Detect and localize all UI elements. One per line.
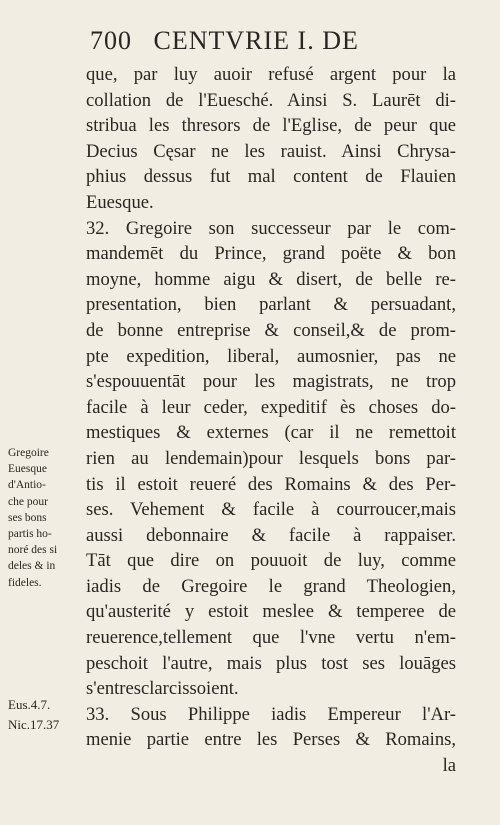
text-line: de bonne entreprise & conseil,& de prom- (86, 319, 456, 341)
text-line: aussi debonnaire & facile à rappaiser. (86, 524, 456, 546)
margin-note-line: partis ho- (8, 527, 52, 540)
text-line: menie partie entre les Perses & Romains, (86, 729, 456, 751)
margin-note-line: d'Antio- (8, 479, 46, 492)
margin-note (8, 445, 84, 591)
text-line: tis il estoit reueré des Romains & des Per- (86, 473, 456, 495)
margin-note-line: che pour (8, 495, 48, 508)
text-line: ses. Vehement & facile à courroucer,mais (86, 499, 456, 521)
text-line: Euesque. (86, 191, 154, 213)
text-line: pte expedition, liberal, aumosnier, pas ne (86, 345, 456, 367)
running-header (90, 26, 450, 56)
margin-note-line: Euesque (8, 463, 47, 476)
text-line: phius dessus fut mal content de Flauien (86, 166, 456, 188)
page-number: 700 (90, 26, 132, 55)
catchword: la (442, 755, 456, 777)
margin-note-line: fideles. (8, 576, 42, 589)
margin-reference-line: Eus.4.7. (8, 697, 51, 712)
text-line: iadis de Gregoire le grand Theologien, (86, 575, 456, 597)
margin-reference-line: Nic.17.37 (8, 717, 60, 732)
text-line: que, par luy auoir refusé argent pour la (86, 64, 456, 85)
text-line: mandemēt du Prince, grand poëte & bon (86, 243, 456, 265)
margin-note-line: ses bons (8, 511, 47, 524)
text-line: moyne, homme aigu & disert, de belle re- (86, 268, 456, 290)
text-line: facile à leur ceder, expeditif ès choses do- (86, 396, 456, 418)
text-line: qu'austerité y estoit meslee & temperee de (86, 601, 456, 623)
text-line: Tāt que dire on pouuoit de luy, comme (86, 550, 456, 572)
text-line: s'espouuentāt pour les magistrats, ne trop (86, 371, 456, 393)
text-block (86, 62, 456, 779)
text-line: s'entresclarcissoient. (86, 678, 239, 700)
text-line: mestiques & externes (car il ne remettoit (86, 422, 456, 444)
text-line: reuerence,tellement que l'vne vertu n'em- (86, 627, 456, 649)
text-line: peschoit l'autre, mais plus tost ses louāges (86, 652, 456, 674)
text-line: collation de l'Euesché. Ainsi S. Laurēt di- (86, 89, 456, 111)
running-title: CENTVRIE I. DE (153, 26, 359, 55)
text-line: 33. Sous Philippe iadis Empereur l'Ar- (86, 703, 456, 725)
margin-note-line: noré des si (8, 544, 58, 557)
text-line: Decius Cęsar ne les rauist. Ainsi Chrysa- (86, 140, 456, 162)
margin-note-line: Gregoire (8, 447, 49, 459)
text-line: presentation, bien parlant & persuadant, (86, 294, 456, 316)
margin-note-line: deles & in (8, 560, 56, 573)
margin-reference (8, 695, 86, 735)
text-line: rien au lendemain)pour lesquels bons par- (86, 447, 456, 469)
text-line: 32. Gregoire son successeur par le com- (86, 217, 456, 239)
text-line: stribua les thresors de l'Eglise, de peur que (86, 115, 456, 137)
